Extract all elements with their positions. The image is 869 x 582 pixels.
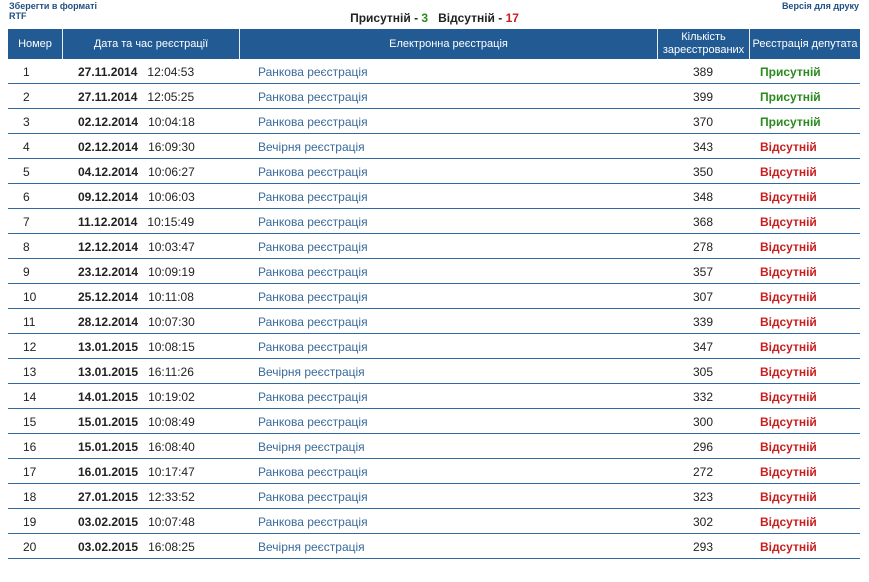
row-time: 12:33:52 [148, 490, 195, 504]
row-date: 27.01.2015 [78, 490, 139, 504]
row-registration-type-link[interactable]: Ранкова реєстрація [240, 511, 658, 534]
table-row [8, 86, 860, 109]
row-datetime [63, 536, 240, 559]
row-deputy-status: Відсутній [750, 136, 860, 159]
row-time: 10:15:49 [147, 215, 195, 229]
row-datetime [63, 511, 240, 534]
row-time: 10:19:02 [148, 390, 195, 404]
row-time: 16:09:30 [148, 140, 195, 154]
row-registration-type-link[interactable]: Ранкова реєстрація [240, 311, 658, 334]
row-registered-count: 348 [658, 186, 750, 209]
column-header-number: Номер [8, 29, 63, 59]
row-registration-type-link[interactable]: Вечірня реєстрація [240, 536, 658, 559]
row-time: 12:05:25 [147, 90, 195, 104]
row-time: 16:11:26 [148, 365, 194, 379]
column-header-deputy-status: Реєстрація депутата [750, 29, 860, 59]
row-registered-count: 332 [658, 386, 750, 409]
row-registered-count: 305 [658, 361, 750, 384]
row-date: 27.11.2014 [78, 65, 138, 79]
row-number: 10 [8, 286, 63, 309]
row-number: 7 [8, 211, 63, 234]
row-date: 09.12.2014 [78, 190, 139, 204]
row-registered-count: 350 [658, 161, 750, 184]
row-date: 23.12.2014 [78, 265, 139, 279]
row-deputy-status: Відсутній [750, 311, 860, 334]
row-deputy-status: Відсутній [750, 186, 860, 209]
table-row [8, 236, 860, 259]
row-deputy-status: Відсутній [750, 236, 860, 259]
row-registered-count: 323 [658, 486, 750, 509]
row-number: 9 [8, 261, 63, 284]
row-registered-count: 272 [658, 461, 750, 484]
present-count: 3 [421, 11, 429, 25]
row-registration-type-link[interactable]: Вечірня реєстрація [240, 136, 658, 159]
table-row [8, 336, 860, 359]
row-date: 25.12.2014 [78, 290, 139, 304]
row-date: 12.12.2014 [78, 240, 139, 254]
row-datetime [63, 436, 240, 459]
table-row [8, 286, 860, 309]
row-number: 14 [8, 386, 63, 409]
row-date: 15.01.2015 [78, 415, 139, 429]
row-datetime [63, 186, 240, 209]
row-number: 3 [8, 111, 63, 134]
row-date: 16.01.2015 [78, 465, 139, 479]
row-deputy-status: Відсутній [750, 461, 860, 484]
row-time: 16:08:40 [148, 440, 195, 454]
absent-count: 17 [505, 11, 519, 25]
row-time: 16:08:25 [148, 540, 195, 554]
table-row [8, 311, 860, 334]
row-number: 2 [8, 86, 63, 109]
row-deputy-status: Відсутній [750, 261, 860, 284]
row-number: 12 [8, 336, 63, 359]
row-deputy-status: Присутній [750, 111, 860, 134]
row-deputy-status: Відсутній [750, 361, 860, 384]
row-datetime [63, 361, 240, 384]
column-header-registered-count: Кількість зареєстрованих [658, 29, 750, 59]
row-time: 10:09:19 [148, 265, 195, 279]
row-date: 03.02.2015 [78, 540, 139, 554]
column-header-datetime: Дата та час реєстрації [63, 29, 240, 59]
row-datetime [63, 261, 240, 284]
table-row [8, 161, 860, 184]
row-time: 10:07:30 [148, 315, 195, 329]
registration-table [8, 27, 860, 561]
row-date: 13.01.2015 [78, 365, 139, 379]
row-date: 13.01.2015 [78, 340, 139, 354]
row-time: 10:06:27 [148, 165, 195, 179]
row-datetime [63, 386, 240, 409]
column-header-registration-type: Електронна реєстрація [240, 29, 658, 59]
row-date: 28.12.2014 [78, 315, 139, 329]
row-registered-count: 357 [658, 261, 750, 284]
row-deputy-status: Відсутній [750, 411, 860, 434]
row-date: 11.12.2014 [78, 215, 138, 229]
row-number: 8 [8, 236, 63, 259]
row-number: 17 [8, 461, 63, 484]
row-time: 12:04:53 [147, 65, 195, 79]
row-registration-type-link[interactable]: Ранкова реєстрація [240, 211, 658, 234]
row-registration-type-link[interactable]: Ранкова реєстрація [240, 86, 658, 109]
row-registered-count: 339 [658, 311, 750, 334]
row-time: 10:08:49 [148, 415, 195, 429]
row-registration-type-link[interactable]: Ранкова реєстрація [240, 486, 658, 509]
row-datetime [63, 161, 240, 184]
table-row [8, 436, 860, 459]
row-datetime [63, 136, 240, 159]
row-time: 10:17:47 [148, 465, 195, 479]
absent-label: Відсутній - [438, 11, 506, 25]
row-number: 1 [8, 61, 63, 84]
row-time: 10:06:03 [148, 190, 195, 204]
row-registration-type-link[interactable]: Ранкова реєстрація [240, 386, 658, 409]
row-time: 10:07:48 [148, 515, 195, 529]
row-datetime [63, 111, 240, 134]
table-row [8, 211, 860, 234]
row-datetime [63, 461, 240, 484]
row-time: 10:03:47 [148, 240, 195, 254]
row-registered-count: 296 [658, 436, 750, 459]
row-datetime [63, 286, 240, 309]
table-row [8, 461, 860, 484]
row-date: 03.02.2015 [78, 515, 139, 529]
row-number: 11 [8, 311, 63, 334]
row-registration-type-link[interactable]: Вечірня реєстрація [240, 361, 658, 384]
present-label: Присутній - [350, 11, 422, 25]
row-registration-type-link[interactable]: Ранкова реєстрація [240, 286, 658, 309]
row-datetime [63, 486, 240, 509]
table-row [8, 361, 860, 384]
row-deputy-status: Відсутній [750, 161, 860, 184]
row-registration-type-link[interactable]: Ранкова реєстрація [240, 261, 658, 284]
row-registration-type-link[interactable]: Вечірня реєстрація [240, 436, 658, 459]
row-number: 4 [8, 136, 63, 159]
row-deputy-status: Відсутній [750, 386, 860, 409]
row-deputy-status: Відсутній [750, 336, 860, 359]
row-date: 04.12.2014 [78, 165, 139, 179]
row-datetime [63, 411, 240, 434]
row-datetime [63, 236, 240, 259]
row-registered-count: 307 [658, 286, 750, 309]
table-row [8, 261, 860, 284]
table-row [8, 386, 860, 409]
row-deputy-status: Відсутній [750, 511, 860, 534]
row-number: 15 [8, 411, 63, 434]
table-header-row [8, 29, 860, 59]
row-datetime [63, 336, 240, 359]
row-datetime [63, 311, 240, 334]
row-registration-type-link[interactable]: Ранкова реєстрація [240, 411, 658, 434]
row-registration-type-link[interactable]: Ранкова реєстрація [240, 161, 658, 184]
table-row [8, 536, 860, 559]
table-row [8, 486, 860, 509]
row-registered-count: 389 [658, 61, 750, 84]
table-row [8, 61, 860, 84]
row-registered-count: 368 [658, 211, 750, 234]
row-datetime [63, 211, 240, 234]
row-registration-type-link[interactable]: Ранкова реєстрація [240, 336, 658, 359]
row-datetime [63, 86, 240, 109]
row-registered-count: 302 [658, 511, 750, 534]
row-deputy-status: Відсутній [750, 436, 860, 459]
row-deputy-status: Відсутній [750, 536, 860, 559]
row-registered-count: 300 [658, 411, 750, 434]
row-time: 10:04:18 [148, 115, 195, 129]
row-date: 15.01.2015 [78, 440, 139, 454]
row-number: 6 [8, 186, 63, 209]
save-rtf-link[interactable]: Зберегти в форматі RTF [9, 1, 98, 21]
row-date: 14.01.2015 [78, 390, 139, 404]
table-row [8, 111, 860, 134]
row-deputy-status: Присутній [750, 86, 860, 109]
attendance-summary [0, 11, 869, 25]
row-registered-count: 343 [658, 136, 750, 159]
print-version-link[interactable]: Версія для друку [781, 1, 859, 11]
row-time: 10:11:08 [148, 290, 194, 304]
row-registered-count: 347 [658, 336, 750, 359]
row-registration-type-link[interactable]: Ранкова реєстрація [240, 61, 658, 84]
row-registration-type-link[interactable]: Ранкова реєстрація [240, 461, 658, 484]
row-registration-type-link[interactable]: Ранкова реєстрація [240, 111, 658, 134]
row-registration-type-link[interactable]: Ранкова реєстрація [240, 186, 658, 209]
table-row [8, 136, 860, 159]
row-date: 02.12.2014 [78, 140, 139, 154]
row-registered-count: 293 [658, 536, 750, 559]
row-registration-type-link[interactable]: Ранкова реєстрація [240, 236, 658, 259]
row-number: 13 [8, 361, 63, 384]
table-row [8, 511, 860, 534]
row-deputy-status: Відсутній [750, 486, 860, 509]
table-row [8, 411, 860, 434]
row-deputy-status: Відсутній [750, 286, 860, 309]
row-date: 27.11.2014 [78, 90, 138, 104]
row-number: 19 [8, 511, 63, 534]
table-body [8, 61, 860, 559]
row-registered-count: 370 [658, 111, 750, 134]
table-row [8, 186, 860, 209]
row-date: 02.12.2014 [78, 115, 139, 129]
row-registered-count: 399 [658, 86, 750, 109]
row-number: 16 [8, 436, 63, 459]
row-deputy-status: Відсутній [750, 211, 860, 234]
row-number: 18 [8, 486, 63, 509]
row-registered-count: 278 [658, 236, 750, 259]
row-number: 20 [8, 536, 63, 559]
row-time: 10:08:15 [148, 340, 195, 354]
row-deputy-status: Присутній [750, 61, 860, 84]
row-number: 5 [8, 161, 63, 184]
row-datetime [63, 61, 240, 84]
